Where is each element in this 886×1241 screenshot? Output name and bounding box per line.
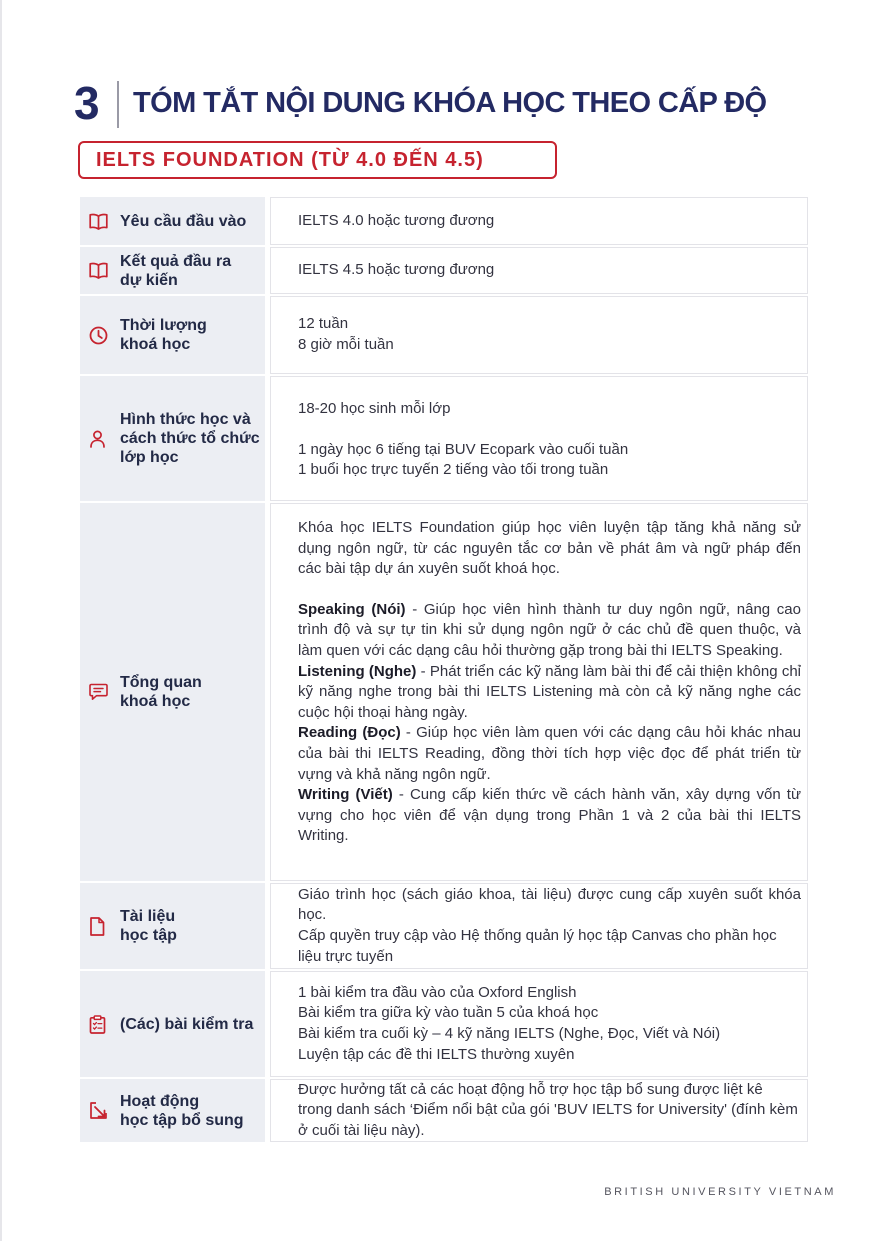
row-value-cell (270, 376, 808, 501)
row-value-cell (270, 883, 808, 969)
row-value-line: Cấp quyền truy cập vào Hệ thống quản lý học tập Canvas cho phần học liệu trực tuyến (298, 927, 777, 965)
row-label: Hoạt động học tập bổ sung (120, 1092, 244, 1129)
row-value-cell (270, 197, 808, 245)
row-label: Tổng quan khoá học (120, 674, 202, 710)
row-value-cell (270, 247, 808, 294)
row-value-line: 1 ngày học 6 tiếng tại BUV Ecopark vào cuối tuần (298, 440, 629, 458)
row-label-cell (80, 503, 265, 881)
row-label-cell (80, 197, 265, 245)
book-icon (89, 213, 111, 230)
document-icon (89, 917, 111, 936)
row-value-cell (270, 971, 808, 1077)
row-label: (Các) bài kiểm tra (120, 1015, 254, 1033)
row-value-line: Luyện tập các đề thi IELTS thường xuyên (298, 1045, 575, 1063)
row-value-line: IELTS 4.0 hoặc tương đương (298, 211, 495, 229)
skill-name: Reading (Đọc) (298, 724, 401, 742)
section-number: 3 (74, 77, 100, 129)
table-row-outcome (80, 247, 808, 294)
arrow-box-icon (89, 1101, 111, 1120)
table-row-overview (80, 503, 808, 881)
table-row-materials (80, 883, 808, 969)
chat-icon (89, 683, 111, 701)
skill-speaking (298, 600, 801, 662)
row-label: Hình thức học và cách thức tổ chức lớp học (120, 411, 260, 466)
table-row-entry (80, 197, 808, 245)
row-label: Yêu cầu đầu vào (120, 212, 247, 230)
row-value-line: 1 bài kiểm tra đầu vào của Oxford English (298, 983, 577, 1001)
row-value-line: Giáo trình học (sách giáo khoa, tài liệu) được cung cấp xuyên suốt khóa học. (298, 885, 801, 924)
skill-description: - Giúp học viên hình thành tư duy ngôn ngữ, nâng cao trình độ và sự tự tin khi sử dụng ngôn ngữ ở các chủ đề quen thuộc, và làm quen với các dạng câu hỏi thường gặp trong bài thi IELTS Speaking. (298, 600, 801, 659)
row-value-line: 12 tuần (298, 315, 349, 333)
clock-icon (89, 326, 111, 345)
row-value-line: 1 buổi học trực tuyến 2 tiếng vào tối trong tuần (298, 461, 609, 479)
row-value-cell (270, 296, 808, 374)
row-value-line: 18-20 học sinh mỗi lớp (298, 400, 451, 418)
row-label-cell (80, 376, 265, 501)
row-value-line: IELTS 4.5 hoặc tương đương (298, 261, 495, 279)
row-label: Thời lượng khoá học (120, 317, 207, 353)
row-value-cell (270, 503, 808, 881)
row-value-line: Được hưởng tất cả các hoạt động hỗ trợ học tập bổ sung được liệt kê trong danh sách ‘Điểm nổi bật của gói 'BUV IELTS for University' (đính kèm ở cuối tài liệu này). (298, 1080, 798, 1139)
row-label-cell (80, 296, 265, 374)
clipboard-icon (89, 1015, 111, 1034)
skill-name: Writing (Viết) (298, 786, 393, 804)
row-value-cell (270, 1079, 808, 1142)
row-value-line: Bài kiểm tra cuối kỳ – 4 kỹ năng IELTS (Nghe, Đọc, Viết và Nói) (298, 1025, 721, 1042)
table-row-tests (80, 971, 808, 1077)
skill-description: - Cung cấp kiến thức về cách hành văn, xây dựng vốn từ vựng cho học viên để vận dụng trong Phần 1 và 2 của bài thi IELTS Writing. (298, 786, 801, 845)
skill-description: - Phát triển các kỹ năng làm bài thi để cải thiện không chỉ kỹ năng nghe trong bài thi IELTS Listening mà còn cả kỹ năng nghe các cuộc hội thoại hàng ngày. (298, 662, 801, 721)
skill-description: - Giúp học viên làm quen với các dạng câu hỏi khác nhau của bài thi IELTS Reading, đồng thời tích hợp việc đọc để phát triển từ vựng và khả năng ngôn ngữ. (298, 724, 802, 783)
row-label-cell (80, 247, 265, 294)
person-icon (89, 430, 111, 448)
table-row-format (80, 376, 808, 501)
title-divider (117, 81, 119, 128)
level-badge: IELTS FOUNDATION (TỪ 4.0 ĐẾN 4.5) (78, 141, 557, 179)
row-value-line: Bài kiểm tra giữa kỳ vào tuần 5 của khoá học (298, 1004, 599, 1022)
section-title: TÓM TẮT NỘI DUNG KHÓA HỌC THEO CẤP ĐỘ (133, 87, 767, 119)
skill-reading (298, 723, 801, 785)
table-row-duration (80, 296, 808, 374)
table-row-activities (80, 1079, 808, 1142)
row-label: Kết quả đầu ra dự kiến (120, 252, 232, 289)
skill-listening (298, 662, 801, 724)
row-value-line: 8 giờ mỗi tuần (298, 336, 394, 353)
skill-name: Listening (Nghe) (298, 662, 417, 680)
page-edge (0, 0, 2, 1241)
row-label-cell (80, 1079, 265, 1142)
overview-intro: Khóa học IELTS Foundation giúp học viên luyện tập tăng khả năng sử dụng ngôn ngữ, từ các nguyên tắc cơ bản về phát âm và ngữ pháp đến các bài tập dự án xuyên suốt khoá học. (298, 519, 801, 578)
skill-writing (298, 785, 801, 847)
skill-name: Speaking (Nói) (298, 600, 406, 618)
footer-brand: BRITISH UNIVERSITY VIETNAM (604, 1186, 836, 1198)
row-label-cell (80, 883, 265, 969)
book-icon (89, 262, 111, 279)
course-summary-table (80, 197, 808, 1142)
row-label-cell (80, 971, 265, 1077)
row-label: Tài liệu học tập (120, 908, 177, 944)
